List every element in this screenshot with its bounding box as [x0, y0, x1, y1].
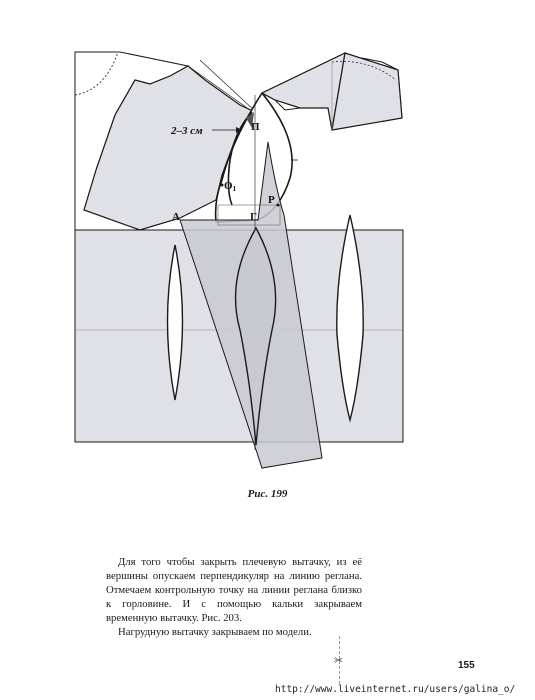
paragraph-1: Для того чтобы закрыть плечевую вытачку, из её вершины опускаем перпендикуляр на линию реглана. Отмечаем контрольную точку на линии реглана близко к горловине. И с помощью кальки закрываем временную вытачку. Рис. 203. [106, 556, 362, 624]
front-shoulder-shape [332, 53, 402, 130]
point-r-dot [277, 204, 280, 207]
page-number: 155 [458, 660, 475, 671]
body-text [106, 555, 362, 639]
scissors-icon: ✂ [334, 654, 344, 667]
point-p-label: П [251, 121, 260, 133]
source-url: http://www.liveinternet.ru/users/galina_o/ [275, 684, 516, 695]
point-o1-dot [221, 184, 224, 187]
figure-caption: Рис. 199 [247, 488, 288, 500]
paragraph-2: Нагрудную вытачку закрываем по модели. [118, 626, 312, 638]
point-a-label: А [172, 211, 180, 223]
point-o1-label: O1 [224, 180, 237, 193]
measure-label: 2–3 см [171, 125, 203, 137]
point-r-label: Р [268, 194, 275, 206]
point-g-label: Г [250, 211, 257, 223]
